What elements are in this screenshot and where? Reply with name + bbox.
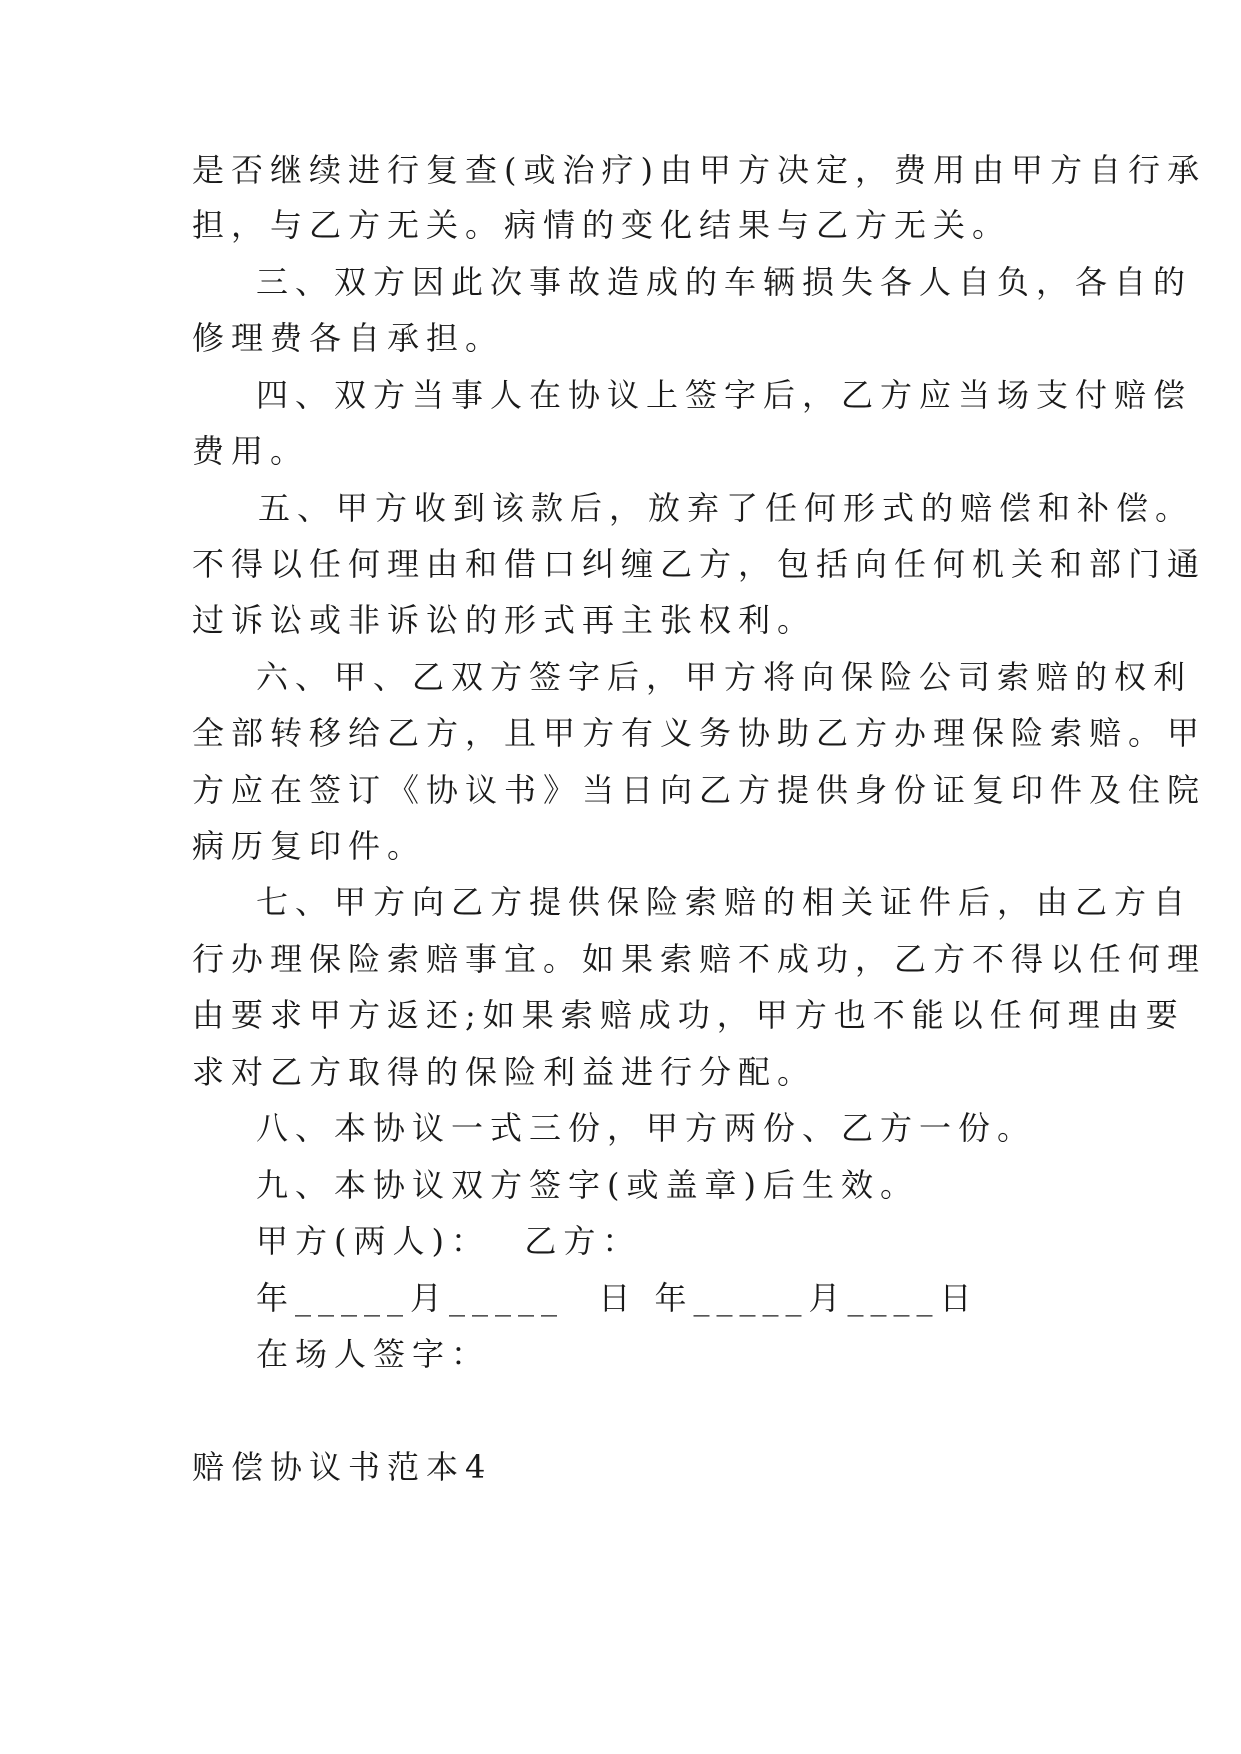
paragraph-line: 修理费各自承担。 <box>192 319 505 357</box>
paragraph-line: 由要求甲方返还;如果索赔成功，甲方也不能以任何理由要 <box>192 996 1185 1034</box>
paragraph-line: 求对乙方取得的保险利益进行分配。 <box>192 1053 817 1091</box>
paragraph-line: 行办理保险索赔事宜。如果索赔不成功，乙方不得以任何理 <box>192 940 1207 978</box>
date-line: 年_____月_____ 日 年_____月____日 <box>256 1279 979 1317</box>
paragraph-line: 病历复印件。 <box>192 827 427 865</box>
clause-four-line: 四、双方当事人在协议上签字后，乙方应当场支付赔偿 <box>256 376 1193 414</box>
paragraph-line: 全部转移给乙方，且甲方有义务协助乙方办理保险索赔。甲 <box>192 714 1207 752</box>
witness-signature-line: 在场人签字： <box>256 1335 491 1373</box>
paragraph-line: 费用。 <box>192 432 310 470</box>
paragraph-line: 方应在签订《协议书》当日向乙方提供身份证复印件及住院 <box>192 771 1207 809</box>
clause-five-line: 五、甲方收到该款后，放弃了任何形式的赔偿和补偿。 <box>258 489 1195 527</box>
section-heading: 赔偿协议书范本4 <box>192 1448 493 1486</box>
paragraph-line: 是否继续进行复查(或治疗)由甲方决定，费用由甲方自行承 <box>192 151 1206 189</box>
clause-three-line: 三、双方因此次事故造成的车辆损失各人自负，各自的 <box>256 263 1193 301</box>
clause-nine-line: 九、本协议双方签字(或盖章)后生效。 <box>256 1166 919 1204</box>
clause-six-line: 六、甲、乙双方签字后，甲方将向保险公司索赔的权利 <box>256 658 1193 696</box>
clause-eight-line: 八、本协议一式三份，甲方两份、乙方一份。 <box>256 1109 1037 1147</box>
paragraph-line: 不得以任何理由和借口纠缠乙方，包括向任何机关和部门通 <box>192 545 1207 583</box>
paragraph-line: 过诉讼或非诉讼的形式再主张权利。 <box>192 601 817 639</box>
signature-parties-line: 甲方(两人)： 乙方： <box>256 1222 642 1260</box>
paragraph-line: 担，与乙方无关。病情的变化结果与乙方无关。 <box>192 206 1012 244</box>
clause-seven-line: 七、甲方向乙方提供保险索赔的相关证件后，由乙方自 <box>256 883 1193 921</box>
